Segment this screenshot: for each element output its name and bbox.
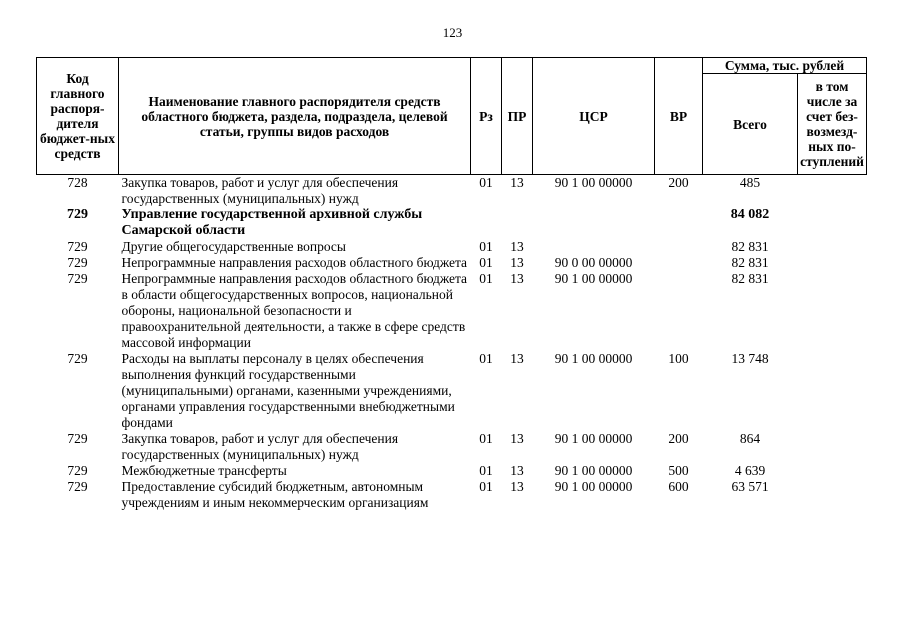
cell-rz: 01 — [479, 431, 493, 446]
header-vr: ВР — [655, 58, 703, 175]
cell-pr: 13 — [510, 479, 524, 494]
header-total: Всего — [703, 74, 798, 175]
cell-total: 82 831 — [731, 255, 769, 270]
cell-pr: 13 — [510, 431, 524, 446]
cell-rz: 01 — [479, 463, 493, 478]
header-free: в том числе за счет без-возмезд-ных по-ступлений — [798, 74, 867, 175]
header-sum: Сумма, тыс. рублей — [703, 58, 867, 74]
cell-rz: 01 — [479, 271, 493, 286]
cell-free — [798, 431, 867, 463]
cell-code: 728 — [67, 175, 88, 190]
cell-code: 729 — [67, 239, 88, 254]
cell-vr: 200 — [668, 175, 689, 190]
cell-vr — [655, 207, 703, 239]
cell-rz: 01 — [479, 351, 493, 366]
cell-name: Непрограммные направления расходов областного бюджета — [121, 255, 468, 270]
cell-total: 84 082 — [730, 207, 770, 222]
header-pr: ПР — [502, 58, 533, 175]
cell-code: 729 — [67, 207, 88, 222]
table-row — [37, 207, 867, 239]
cell-vr: 200 — [668, 431, 689, 446]
table-row — [37, 271, 867, 351]
cell-name: Другие общегосударственные вопросы — [121, 239, 346, 254]
cell-name: Непрограммные направления расходов областного бюджета в области общегосударственных вопросов, национальной обороны, национальной безопасности и правоохранительной деятельности, а также в сфере средств массовой информации — [121, 271, 468, 350]
cell-name: Закупка товаров, работ и услуг для обеспечения государственных (муниципальных) нужд — [121, 175, 399, 206]
cell-free — [798, 351, 867, 431]
table-row — [37, 479, 867, 511]
cell-code: 729 — [67, 431, 88, 446]
cell-csr: 90 0 00 00000 — [554, 255, 633, 270]
cell-total: 864 — [739, 431, 761, 446]
header-rz: Рз — [471, 58, 502, 175]
cell-name: Предоставление субсидий бюджетным, автономным учреждениям и иным некоммерческим организациям — [121, 479, 429, 510]
cell-csr: 90 1 00 00000 — [554, 479, 633, 494]
cell-free — [798, 207, 867, 239]
table-body — [37, 175, 867, 512]
cell-vr: 100 — [668, 351, 689, 366]
cell-pr: 13 — [510, 239, 524, 254]
cell-vr: 500 — [668, 463, 689, 478]
table-row — [37, 175, 867, 208]
table-row — [37, 463, 867, 479]
cell-pr: 13 — [510, 175, 524, 190]
cell-total: 82 831 — [731, 239, 769, 254]
cell-vr — [655, 271, 703, 351]
cell-rz: 01 — [479, 479, 493, 494]
cell-name: Управление государственной архивной службы Самарской области — [121, 207, 423, 238]
table-row — [37, 431, 867, 463]
cell-free — [798, 255, 867, 271]
cell-rz: 01 — [479, 239, 493, 254]
cell-total: 485 — [739, 175, 761, 190]
cell-csr: 90 1 00 00000 — [554, 351, 633, 366]
cell-total: 4 639 — [734, 463, 766, 478]
cell-code: 729 — [67, 271, 88, 286]
cell-pr — [502, 207, 533, 239]
cell-total: 82 831 — [731, 271, 769, 286]
table-row — [37, 351, 867, 431]
cell-code: 729 — [67, 351, 88, 366]
cell-vr: 600 — [668, 479, 689, 494]
cell-code: 729 — [67, 463, 88, 478]
cell-rz — [471, 207, 502, 239]
cell-free — [798, 463, 867, 479]
cell-csr — [533, 239, 655, 255]
table-header — [37, 58, 867, 175]
cell-rz: 01 — [479, 175, 493, 190]
cell-vr — [655, 239, 703, 255]
cell-pr: 13 — [510, 463, 524, 478]
cell-vr — [655, 255, 703, 271]
table-row — [37, 239, 867, 255]
header-csr: ЦСР — [533, 58, 655, 175]
cell-csr: 90 1 00 00000 — [554, 175, 633, 190]
cell-name: Межбюджетные трансферты — [121, 463, 287, 478]
cell-total: 63 571 — [731, 479, 769, 494]
cell-pr: 13 — [510, 351, 524, 366]
cell-free — [798, 271, 867, 351]
header-name: Наименование главного распорядителя средств областного бюджета, раздела, подраздела, целевой статьи, группы видов расходов — [119, 58, 471, 175]
cell-csr: 90 1 00 00000 — [554, 463, 633, 478]
cell-code: 729 — [67, 255, 88, 270]
header-code: Код главного распоря-дителя бюджет-ных средств — [37, 58, 119, 175]
cell-csr: 90 1 00 00000 — [554, 431, 633, 446]
cell-pr: 13 — [510, 255, 524, 270]
cell-free — [798, 175, 867, 208]
cell-free — [798, 479, 867, 511]
cell-csr — [533, 207, 655, 239]
cell-code: 729 — [67, 479, 88, 494]
cell-name: Закупка товаров, работ и услуг для обеспечения государственных (муниципальных) нужд — [121, 431, 399, 462]
cell-pr: 13 — [510, 271, 524, 286]
cell-csr: 90 1 00 00000 — [554, 271, 633, 286]
cell-rz: 01 — [479, 255, 493, 270]
table-row — [37, 255, 867, 271]
cell-total: 13 748 — [731, 351, 769, 366]
cell-free — [798, 239, 867, 255]
cell-name: Расходы на выплаты персоналу в целях обеспечения выполнения функций государственными (муниципальными) органами, казенными учреждениями, органами управления государственными внебюджетными фондами — [121, 351, 455, 430]
budget-table — [36, 57, 867, 511]
page-number: 123 — [442, 25, 463, 40]
